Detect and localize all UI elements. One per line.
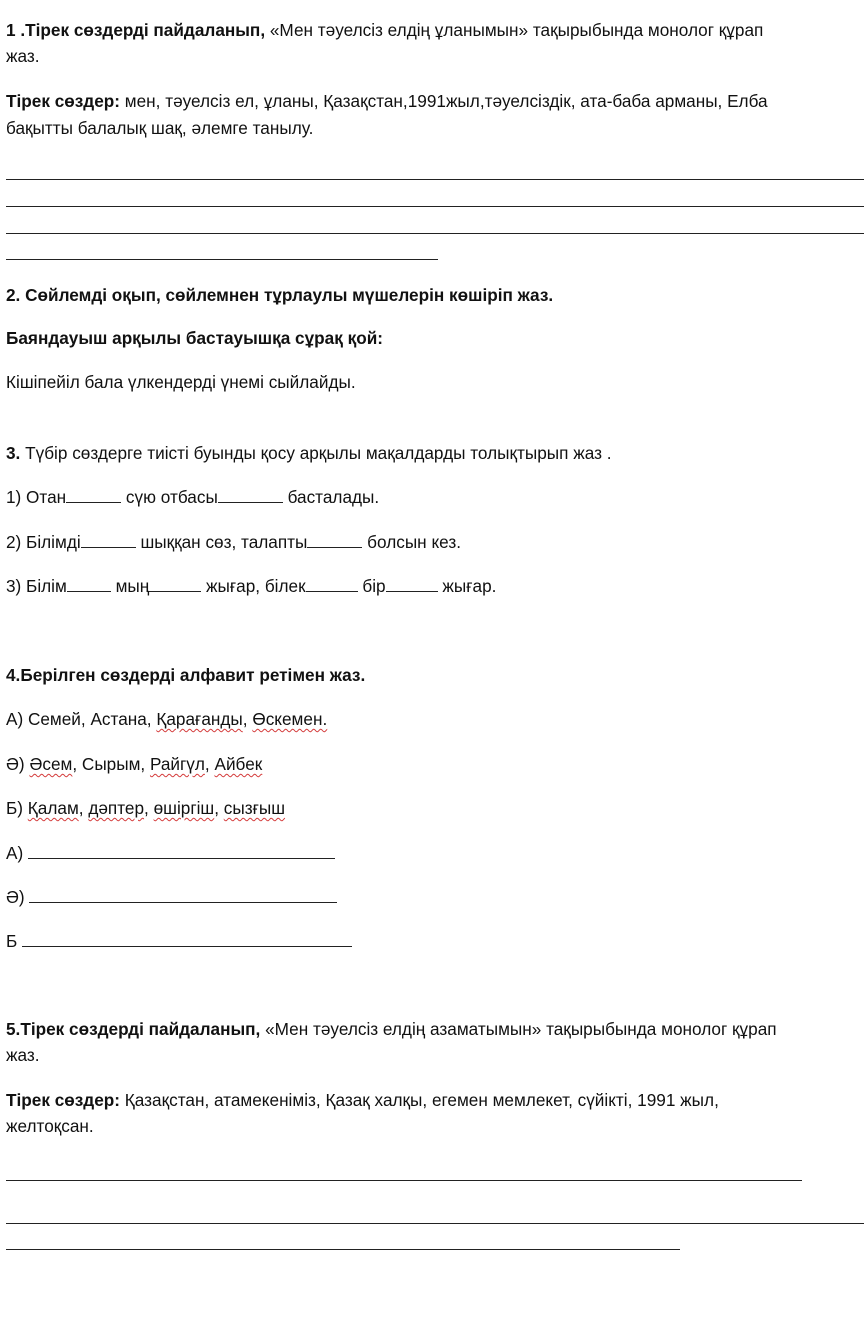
answer-ae: Ә) (6, 885, 337, 909)
answer-blank[interactable] (28, 841, 335, 859)
fill-blank[interactable] (218, 485, 283, 503)
task1-title-line2: жаз. (6, 46, 40, 66)
task5-title: 5.Тірек сөздерді пайдаланып, «Мен тәуелсіз елдің азаматымын» тақырыбында монолог құрап (6, 1019, 777, 1039)
answer-blank[interactable] (22, 929, 352, 947)
proverb-1: 1) Отан сүю отбасы басталады. (6, 487, 380, 507)
fill-blank[interactable] (66, 485, 121, 503)
answer-line (6, 1249, 680, 1250)
proverb-3: 3) Білім мың жығар, білек бір жығар. (6, 576, 497, 596)
list-b: Б) Қалам, дәптер, өшіргіш, сызғыш (6, 798, 286, 818)
answer-line (6, 233, 864, 234)
answer-line (6, 179, 864, 180)
task2-title: 2. Сөйлемді оқып, сөйлемнен тұрлаулы мүшелерін көшіріп жаз. (6, 285, 554, 305)
list-a: А) Семей, Астана, Қарағанды, Өскемен. (6, 709, 328, 729)
task5-keywords: Тірек сөздер: Қазақстан, атамекеніміз, Қазақ халқы, егемен мемлекет, сүйікті, 1991 жыл, (6, 1090, 719, 1110)
task1-title: 1 .Тірек сөздерді пайдаланып, «Мен тәуелсіз елдің ұланымын» тақырыбында монолог құрап (6, 20, 764, 40)
task1-keywords: Тірек сөздер: мен, тәуелсіз ел, ұланы, Қазақстан,1991жыл,тәуелсіздік, ата-баба арманы, Елба (6, 91, 768, 111)
task5-title-line2: жаз. (6, 1045, 40, 1065)
proverb-2: 2) Білімді шыққан сөз, талапты болсын кез. (6, 532, 461, 552)
list-ae: Ә) Әсем, Сырым, Райгүл, Айбек (6, 754, 263, 774)
fill-blank[interactable] (386, 574, 438, 592)
fill-blank[interactable] (306, 574, 358, 592)
answer-line (6, 1223, 864, 1224)
answer-line (6, 1180, 802, 1181)
fill-blank[interactable] (149, 574, 201, 592)
task5-keywords-line2: желтоқсан. (6, 1116, 94, 1136)
task2-sentence: Кішіпейіл бала үлкендерді үнемі сыйлайды. (6, 372, 356, 392)
fill-blank[interactable] (67, 574, 111, 592)
answer-b: Б (6, 929, 352, 953)
fill-blank[interactable] (307, 530, 362, 548)
answer-line (6, 206, 864, 207)
answer-blank[interactable] (29, 885, 337, 903)
task1-keywords-line2: бақытты балалық шақ, әлемге танылу. (6, 118, 314, 138)
answer-line (6, 259, 438, 260)
task4-title: 4.Берілген сөздерді алфавит ретімен жаз. (6, 665, 366, 685)
fill-blank[interactable] (81, 530, 136, 548)
task2-subtitle: Баяндауыш арқылы бастауышқа сұрақ қой: (6, 328, 383, 348)
task3-title: 3. Түбір сөздерге тиісті буынды қосу арқылы мақалдарды толықтырып жаз . (6, 443, 612, 463)
answer-a: А) (6, 841, 335, 865)
